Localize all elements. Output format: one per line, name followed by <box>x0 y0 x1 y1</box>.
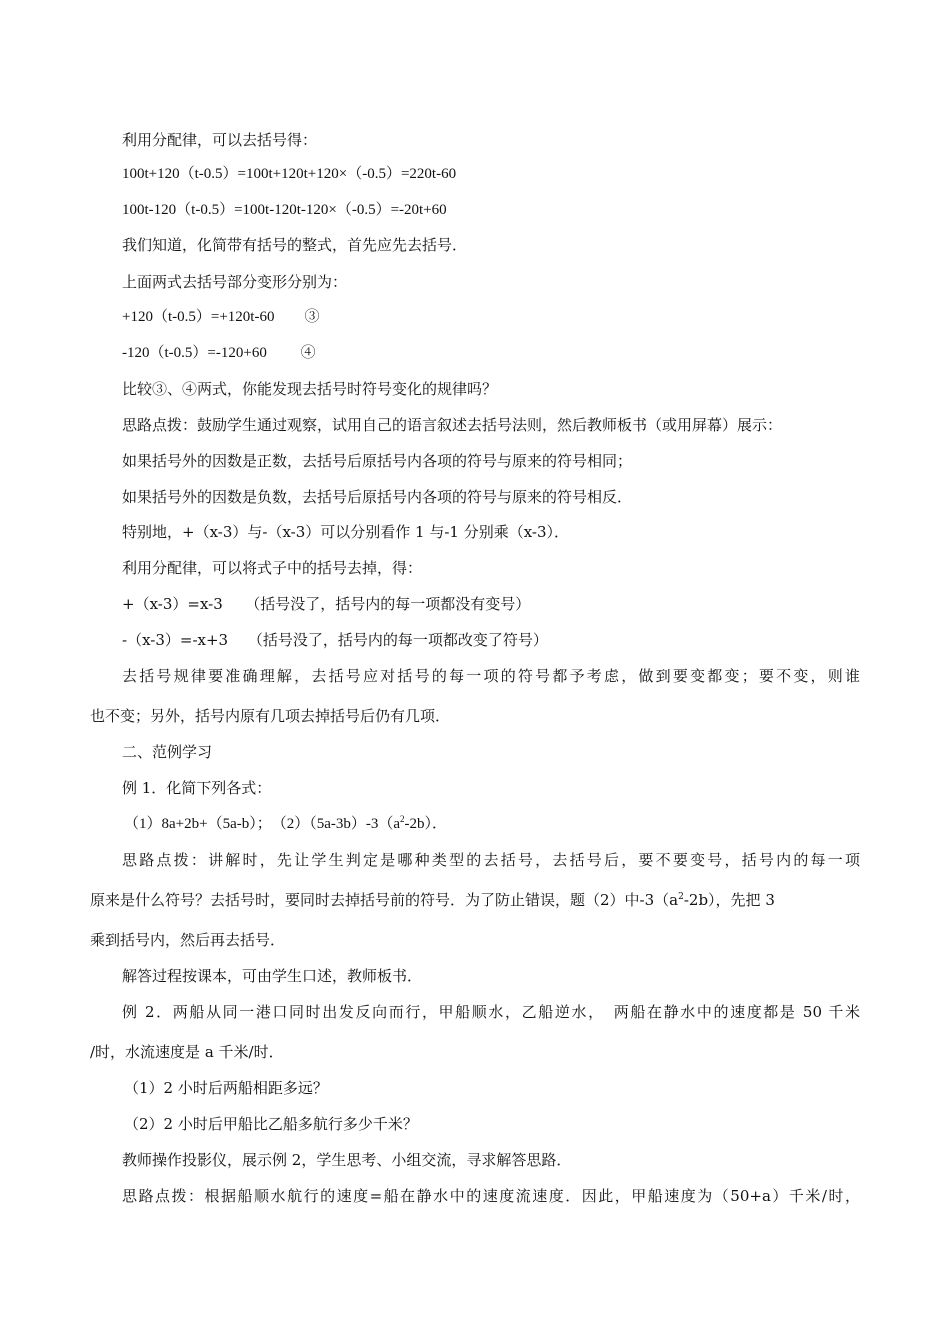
text-line: 去括号规律要准确理解，去括号应对括号的每一项的符号都予考虑，做到要变都变；要不变，则谁 <box>122 667 860 685</box>
text-line: 如果括号外的因数是负数，去括号后原括号内各项的符号与原来的符号相反． <box>122 488 633 506</box>
text-line: 也不变；另外，括号内原有几项去掉括号后仍有几项． <box>90 707 451 725</box>
example-title: 例 2．两船从同一港口同时出发反向而行，甲船顺水，乙船逆水， 两船在静水中的速度都是 50 千米 <box>122 1003 860 1021</box>
hint-line: 思路点拨：讲解时，先让学生判定是哪种类型的去括号，去括号后，要不要变号，括号内的每一项 <box>122 851 860 869</box>
hint-line <box>90 890 775 910</box>
question-line: （2）2 小时后甲船比乙船多航行多少千米？ <box>124 1115 418 1133</box>
hint-line: 乘到括号内，然后再去括号． <box>90 931 286 949</box>
expr-part: -2b）． <box>404 816 448 832</box>
text-line: 上面两式去括号部分变形分别为： <box>122 273 348 291</box>
example-title: 例 1．化简下列各式： <box>122 779 272 797</box>
question-line: （1）2 小时后两船相距多远？ <box>124 1079 328 1097</box>
text-line: 比较③、④两式，你能发现去括号时符号变化的规律吗？ <box>122 380 498 398</box>
text-line: /时，水流速度是 a 千米/时． <box>90 1043 284 1061</box>
text-line: 解答过程按课本，可由学生口述，教师板书． <box>122 967 423 985</box>
text-line: 利用分配律，可以将式子中的括号去掉，得： <box>122 559 423 577</box>
hint-line: 思路点拨：根据船顺水航行的速度=船在静水中的速度流速度．因此，甲船速度为（50+a）千米/时， <box>122 1187 860 1205</box>
text-line: 利用分配律，可以去括号得： <box>122 131 318 149</box>
equation-line: 100t-120（t-0.5）=100t-120t-120×（-0.5）=-20t+60 <box>122 202 447 218</box>
text-line: 思路点拨：鼓励学生通过观察，试用自己的语言叙述去括号法则，然后教师板书（或用屏幕）展示： <box>122 416 783 434</box>
text-line: -（x-3）=-x+3 （括号没了，括号内的每一项都改变了符号） <box>122 631 548 649</box>
hint-part: 原来是什么符号？去括号时，要同时去掉括号前的符号．为了防止错误，题（2）中-3（a <box>90 891 679 909</box>
section-heading: 二、范例学习 <box>122 743 213 761</box>
equation-line: 100t+120（t-0.5）=100t+120t+120×（-0.5）=220t-60 <box>122 166 457 182</box>
hint-part: -2b），先把 3 <box>683 891 775 909</box>
example1-expressions <box>124 814 447 834</box>
expr-part: （1）8a+2b+（5a-b）； （2）（5a-3b）-3（a <box>124 816 401 832</box>
text-line: +（x-3）=x-3 （括号没了，括号内的每一项都没有变号） <box>122 595 531 613</box>
text-line: 如果括号外的因数是正数，去括号后原括号内各项的符号与原来的符号相同； <box>122 452 633 470</box>
text-line: 我们知道，化简带有括号的整式，首先应先去括号． <box>122 236 468 254</box>
exponent: 2 <box>678 892 684 902</box>
text-line: 特别地，+（x-3）与-（x-3）可以分别看作 1 与-1 分别乘（x-3）． <box>122 523 570 541</box>
equation-line: +120（t-0.5）=+120t-60 ③ <box>122 309 320 325</box>
text-line: 教师操作投影仪，展示例 2，学生思考、小组交流，寻求解答思路． <box>122 1151 572 1169</box>
equation-line: -120（t-0.5）=-120+60 ④ <box>122 345 316 361</box>
exponent: 2 <box>400 814 405 824</box>
